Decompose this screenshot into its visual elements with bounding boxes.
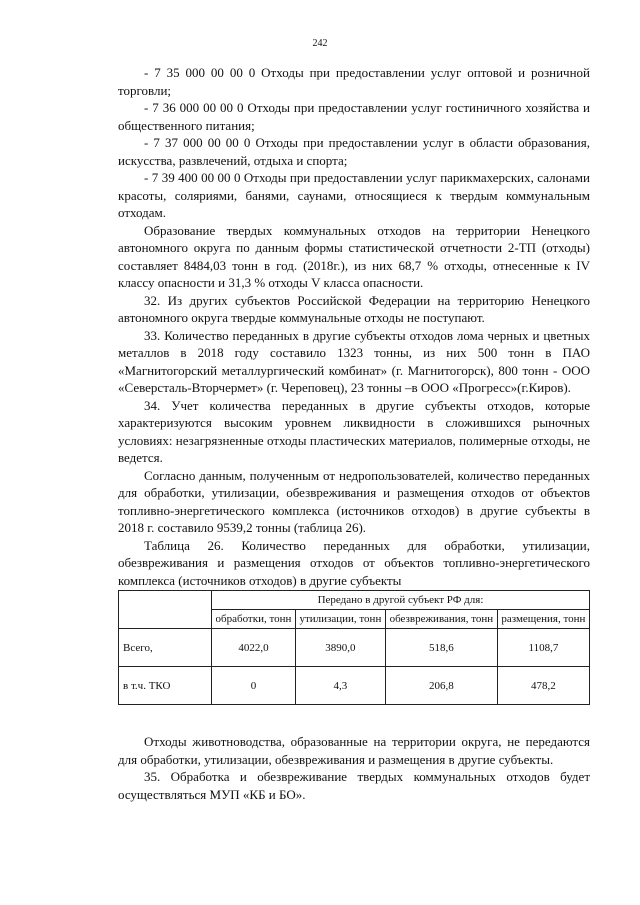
table-cell: 4,3 <box>295 667 385 705</box>
table-cell: 4022,0 <box>212 629 296 667</box>
paragraph-32: 32. Из других субъектов Российской Федерации на территорию Ненецкого автономного округа твердые коммунальные отходы не поступают. <box>118 292 590 325</box>
row-label: в т.ч. ТКО <box>119 667 212 705</box>
column-header: обезвреживания, тонн <box>385 610 497 629</box>
paragraph-35: 35. Обработка и обезвреживание твердых коммунальных отходов будет осуществляться МУП «КБ и БО». <box>118 769 590 802</box>
table-corner-cell <box>119 591 212 629</box>
column-header: обработки, тонн <box>212 610 296 629</box>
column-header: утилизации, тонн <box>295 610 385 629</box>
table-cell: 1108,7 <box>497 629 589 667</box>
paragraph-waste-generation: Образование твердых коммунальных отходов на территории Ненецкого автономного округа по данным формы статистической отчетности 2-ТП (отходы) составляет 8484,03 тонн в год. (2018г.), из них 68,7 % отходы, отнесенные к IV классу опасности и 31,3 % отходы V класса опасности. <box>118 222 590 290</box>
table-cell: 518,6 <box>385 629 497 667</box>
paragraph-33: 33. Количество переданных в другие субъекты отходов лома черных и цветных металлов в 2018 году составило 1323 тонны, из них 500 тонн в ПАО «Магнитогорский металлургический комбинат» (г. Магнитогорск), 800 тонн - ООО «Северсталь-Вторчермет» (г. Череповец), 23 тонны –в ООО «Прогресс»(г.Киров). <box>118 327 590 395</box>
table-cell: 0 <box>212 667 296 705</box>
paragraph-livestock-waste: Отходы животноводства, образованные на территории округа, не передаются для обработки, утилизации, обезвреживания и размещения в другие субъекты. <box>118 734 590 767</box>
paragraph-34: 34. Учет количества переданных в другие субъекты отходов, которые характеризуются высоким уровнем ликвидности в сложившихся рыночных условиях: незагрязненные отходы пластических материалов, полимерные отходы, не ведется. <box>118 397 590 465</box>
table-row <box>119 667 590 705</box>
table-cell: 206,8 <box>385 667 497 705</box>
table-26 <box>118 590 590 705</box>
table-caption: Таблица 26. Количество переданных для обработки, утилизации, обезвреживания и размещения отходов от объектов топливно-энергетического комплекса (источников отходов) в другие субъекты <box>118 537 590 588</box>
column-header: размещения, тонн <box>497 610 589 629</box>
table-row <box>119 629 590 667</box>
document-body <box>118 64 590 803</box>
paragraph-waste-code-735: - 7 35 000 00 00 0 Отходы при предоставлении услуг оптовой и розничной торговли; <box>118 65 590 98</box>
table-cell: 3890,0 <box>295 629 385 667</box>
paragraph-waste-code-739: - 7 39 400 00 00 0 Отходы при предоставлении услуг парикмахерских, салонами красоты, соляриями, банями, саунами, относящиеся к твердым коммунальным отходам. <box>118 170 590 220</box>
table-group-header: Передано в другой субъект РФ для: <box>212 591 590 610</box>
table-cell: 478,2 <box>497 667 589 705</box>
table-header-row <box>119 591 590 610</box>
paragraph-subsoil-users: Согласно данным, полученным от недропользователей, количество переданных для обработки, утилизации, обезвреживания и размещения отходов от объектов топливно-энергетического комплекса (источников отходов) в другие субъекты в 2018 г. составило 9539,2 тонны (таблица 26). <box>118 467 590 535</box>
page-number: 242 <box>312 38 328 49</box>
paragraph-waste-code-737: - 7 37 000 00 00 0 Отходы при предоставлении услуг в области образования, искусства, развлечений, отдыха и спорта; <box>118 135 590 168</box>
row-label: Всего, <box>119 629 212 667</box>
paragraph-waste-code-736: - 7 36 000 00 00 0 Отходы при предоставлении услуг гостиничного хозяйства и общественного питания; <box>118 100 590 133</box>
